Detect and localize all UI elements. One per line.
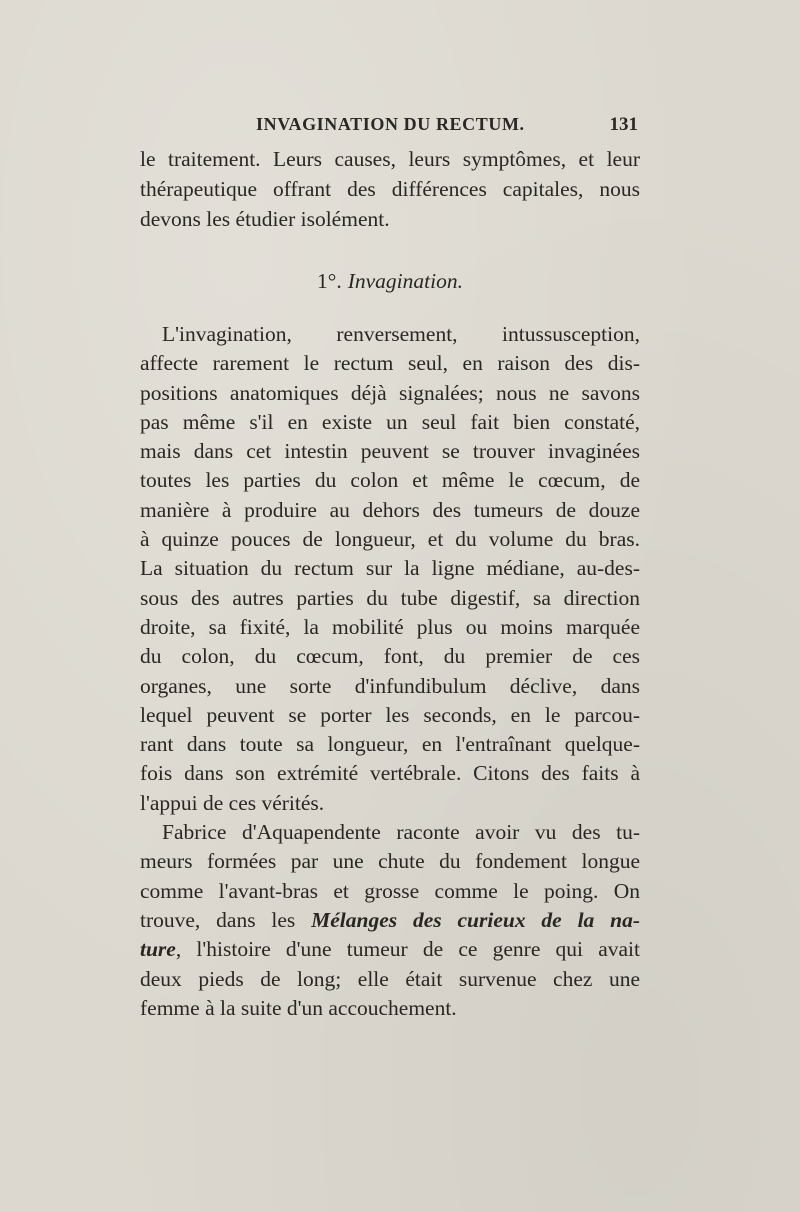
text-line: sous des autres parties du tube digestif, sa direction xyxy=(140,585,640,610)
text-line: femme à la suite d'un accouchement. xyxy=(140,995,457,1020)
text-line: manière à produire au dehors des tumeurs de douze xyxy=(140,497,640,522)
text-line: à quinze pouces de longueur, et du volume du bras. xyxy=(140,527,640,552)
text-line: affecte rarement le rectum seul, en raison des dis- xyxy=(140,351,640,376)
text-line: le traitement. Leurs causes, leurs symptômes, et leur xyxy=(140,147,640,171)
text-run: trouve, dans les xyxy=(140,907,312,932)
text-line: L'invagination, renversement, intussusception, xyxy=(162,322,640,346)
section-number: 1°. xyxy=(317,269,342,293)
text-line: positions anatomiques déjà signalées; nous ne savons xyxy=(140,380,640,405)
continuation-paragraph xyxy=(140,144,640,234)
text-line: du colon, du cœcum, font, du premier de ces xyxy=(140,644,640,669)
text-run: , l'histoire d'une tumeur de ce genre qui avait xyxy=(175,937,640,962)
text-line: deux pieds de long; elle était survenue chez une xyxy=(140,966,640,991)
text-line: pas même s'il en existe un seul fait bien constaté, xyxy=(140,409,640,434)
text-line: Fabrice d'Aquapendente raconte avoir vu des tu- xyxy=(162,820,640,845)
section-heading xyxy=(140,266,640,296)
text-line: organes, une sorte d'infundibulum déclive, dans xyxy=(140,673,640,698)
running-title: INVAGINATION DU RECTUM. xyxy=(256,114,525,134)
running-head xyxy=(144,114,638,140)
text-line: toutes les parties du colon et même le cœcum, de xyxy=(140,468,640,493)
text-line: meurs formées par une chute du fondement longue xyxy=(140,849,640,874)
text-line: rant dans toute sa longueur, en l'entraînant quelque- xyxy=(140,732,640,757)
text-line: comme l'avant-bras et grosse comme le poing. On xyxy=(140,878,640,903)
section-title: Invagination. xyxy=(347,269,463,293)
italic-title-run: Mélanges des curieux de la na- xyxy=(311,907,641,932)
text-line: lequel peuvent se porter les seconds, en le parcou- xyxy=(140,702,640,727)
text-line-with-italic xyxy=(140,935,640,964)
text-line: devons les étudier isolément. xyxy=(140,207,390,231)
page-number: 131 xyxy=(609,114,638,135)
text-line: mais dans cet intestin peuvent se trouver invaginées xyxy=(140,439,640,464)
text-line: fois dans son extrémité vertébrale. Citons des faits à xyxy=(140,761,640,786)
text-line: droite, sa fixité, la mobilité plus ou moins marquée xyxy=(140,614,640,639)
body-text xyxy=(140,320,640,1023)
italic-title-run: ture xyxy=(140,937,176,962)
text-line: l'appui de ces vérités. xyxy=(140,790,325,815)
text-line: La situation du rectum sur la ligne médiane, au-des- xyxy=(140,556,640,581)
text-line-with-italic xyxy=(140,906,640,935)
text-line: thérapeutique offrant des différences capitales, nous xyxy=(140,177,640,201)
